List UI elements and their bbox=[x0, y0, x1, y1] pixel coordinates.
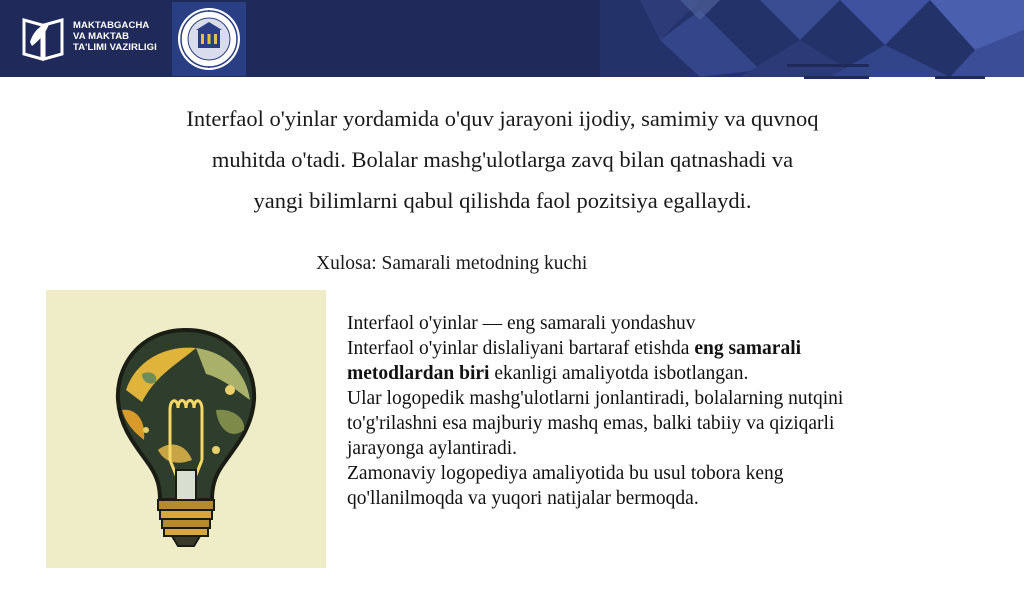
lightbulb-icon bbox=[46, 290, 326, 568]
body-line-8: qo'llanilmoqda va yuqori natijalar bermoqda. bbox=[347, 488, 699, 509]
body-line-7: Zamonaviy logopediya amaliyotida bu usul tobora keng bbox=[347, 463, 784, 484]
body-line-3 bbox=[347, 361, 957, 386]
intro-line-2: muhitda o'tadi. Bolalar mashg'ulotlarga zavq bilan qatnashadi va bbox=[211, 147, 794, 172]
body-line-3-bold: metodlardan biri bbox=[347, 363, 490, 384]
body-line-3-text: ekanligi amaliyotda isbotlangan. bbox=[489, 363, 749, 384]
body-line-4: Ular logopedik mashg'ulotlarni jonlantiradi, bolalarning nutqini bbox=[347, 388, 844, 409]
intro-paragraph bbox=[120, 98, 885, 221]
body-line-2-text: Interfaol o'yinlar dislaliyani bartaraf etishda bbox=[347, 338, 695, 359]
body-line-2-bold: eng samarali bbox=[694, 338, 802, 359]
body-line-2 bbox=[347, 336, 957, 361]
body-line-6: jarayonga aylantiradi. bbox=[347, 438, 518, 459]
ministry-line-2: VA MAKTAB bbox=[73, 31, 130, 42]
ministry-line-1: MAKTABGACHA bbox=[73, 20, 150, 31]
ministry-line-3: TA'LIMI VAZIRLIGI bbox=[73, 42, 157, 53]
body-line-1: Interfaol o'yinlar — eng samarali yondashuv bbox=[347, 313, 696, 334]
intro-line-3: yangi bilimlarni qabul qilishda faol pozitsiya egallaydi. bbox=[253, 188, 752, 213]
decorative-lines bbox=[0, 0, 1024, 90]
intro-line-1: Interfaol o'yinlar yordamida o'quv jarayoni ijodiy, samimiy va quvnoq bbox=[186, 106, 819, 131]
body-line-5: to'g'rilashni esa majburiy mashq emas, balki tabiiy va qiziqarli bbox=[347, 413, 835, 434]
conclusion-text bbox=[347, 311, 957, 511]
section-subtitle: Xulosa: Samarali metodning kuchi bbox=[316, 253, 588, 274]
